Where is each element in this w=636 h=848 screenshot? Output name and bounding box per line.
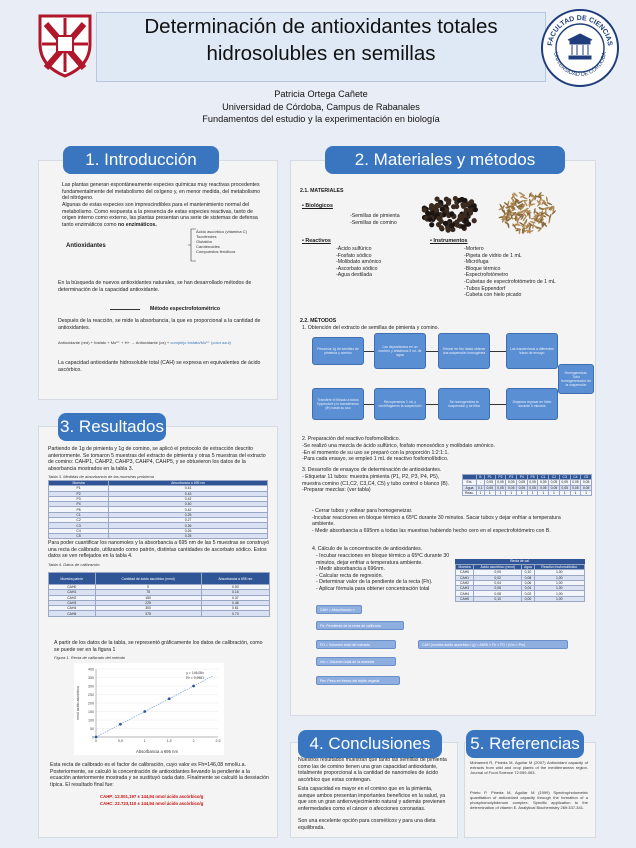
bio-item: -Semillas de comino — [350, 219, 397, 226]
instr-label: • Instrumentos — [430, 238, 468, 244]
antiox-label: Antioxidantes — [66, 243, 106, 249]
bio-label: • Biológicos — [302, 203, 333, 209]
calib-row-cell: 1,00 — [534, 580, 584, 585]
assay-row-cell: 0,1 — [478, 485, 483, 490]
flow-arrow — [426, 404, 438, 405]
antiox-item: Carotenoides — [196, 244, 220, 249]
table3-row-cell: 0.25 — [109, 512, 268, 517]
seal-inner-text: UNIVERSIDAD DE CÓRDOBA — [552, 51, 608, 79]
results-heading: 3. Resultados — [58, 413, 166, 441]
instrument-item: -Micrófuga — [464, 259, 489, 266]
instrument-item: -Espectrofotómetro — [464, 272, 509, 279]
eq-right: complejo fosfato/Mo⁵⁺ (color azul) — [170, 340, 231, 345]
result-cahp: CAHP: 12.001,197 ± 144,94 nmol ácido ascórbico/g — [100, 794, 204, 799]
conclusions-p2: Esta capacidad es mayor en el comino que en la pimienta, aunque ambos presentan importantes beneficios en la salud, ya que son un gran antienvejecimiento natural y además previenen enfermedades como el cáncer o afecciones coronarias. — [298, 786, 446, 812]
table4-row-cell: 150 — [95, 595, 201, 600]
assay-row-cell: 0,05 — [581, 485, 592, 490]
step3-line: muestra comino (C1,C2, C3,C4, C5) y tubo control o blanco (B). — [302, 480, 450, 487]
step4-lines — [316, 553, 466, 593]
table3-row-cell: C4 — [49, 528, 109, 533]
assay-row-cell: 1 — [538, 490, 549, 495]
formula-bar: Fh: Pendiente de la recta de calibrado — [316, 621, 404, 630]
step2-lines — [302, 443, 582, 463]
assay-header: C2 — [549, 475, 560, 480]
calib-row-cell: 0,10 — [474, 596, 522, 601]
assay-header: C4 — [570, 475, 581, 480]
formula-bar: CAH = Absorbancia × 1/Fh ×... — [316, 605, 362, 614]
calib-row-cell: CAH3 — [456, 586, 474, 591]
reactivos-label: • Reactivos — [302, 238, 331, 244]
y-tick-label: 0 — [92, 735, 94, 740]
table3-row-cell: 0.26 — [109, 523, 268, 528]
assay-row-cell: 0,05 — [538, 480, 549, 485]
x-tick-label: 1,5 — [166, 739, 172, 743]
assay-row-cell: 0,05 — [527, 485, 538, 490]
formula-bar: Pm: Peso en fresco del tejido vegetal — [316, 676, 400, 685]
instr-label-text: Instrumentos — [433, 238, 468, 244]
assay-row — [463, 490, 592, 495]
instrument-item: -Cubeta con hielo picado — [464, 292, 522, 299]
data-point — [192, 685, 195, 688]
instrument-item: -Bloque térmico — [464, 265, 501, 272]
calib-row-cell: CAH5 — [456, 596, 474, 601]
instrument-item: -Cubetas de espectrofotómetro de 1 mL — [464, 278, 556, 285]
materials-title: 2.1. MATERIALES — [300, 188, 344, 194]
table4-header: Muestra patrón — [49, 573, 96, 585]
assay-row-cell: 1 — [506, 490, 517, 495]
intro-heading: 1. Introducción — [63, 146, 219, 174]
y-tick-label: 350 — [88, 675, 94, 680]
step3-more-line: -Incubar reacciones en bloque térmico a 65ºC durante 30 minutos. Sacar tubos y dejar enfriar a temperatura ambiente. — [312, 514, 561, 528]
intro-p2a: Algunas de estas especies son imprescindibles para el mantenimiento normal del metabolismo. Como respuesta a la presencia de estas especies reactivas, tanto de origen interno como externo, las plantas presentan una serie de sistemas de defensa tanto enzimáticos como — [62, 202, 258, 228]
flow-step: Transferir el filtrado a tubos Eppendorf y lo transferimos (fh) hasta su uso — [312, 388, 364, 420]
calib-row-cell: CAH1 — [456, 575, 474, 580]
reference-1: Mohamed R, Pineda M, Aguilar M (2007) Antioxidant capacity of extracts from wild and crop plants of the mediterranean region. Journal of Food Science 72:059-063. — [470, 760, 588, 775]
step4-line: - Incubar reacciones en bloque térmico a 65ºC durante 30 minutos, dejar enfriar a temperatura ambiente. — [316, 553, 450, 566]
pepper-image — [420, 192, 482, 234]
calib-row-cell: 0,02 — [474, 575, 522, 580]
intro-p3: En la búsqueda de nuevos antioxidantes naturales, se han desarrollado métodos de determinación de la capacidad antioxidante. — [58, 280, 252, 293]
assay-row-cell: 1 — [476, 490, 484, 495]
assay-header: P5 — [527, 475, 538, 480]
y-tick-label: 50 — [90, 726, 94, 731]
table4-row-cell: 0.37 — [201, 595, 269, 600]
references-heading: 5. Referencias — [466, 730, 584, 758]
result-cahc: CAHC: 22.723,110 ± 144,94 nmol ácido ascórbico/g — [100, 801, 204, 806]
seed — [538, 195, 544, 197]
reactivo-item: -Molibdato amónico — [336, 259, 382, 266]
step2-line: -Para cada ensayo, se empleó 1 mL de reactivo fosfomolíbdico. — [302, 456, 449, 463]
reactivos-label-text: Reactivos — [305, 238, 331, 244]
assay-row-cell: 1 — [549, 490, 560, 495]
step4-line: - Medir absorbancia a 696nm. — [316, 566, 385, 573]
step3-title: 3. Desarrollo de ensayos de determinación de antioxidantes. — [302, 467, 442, 473]
flow-arrow — [426, 351, 438, 352]
calib-row-cell: 1,00 — [534, 586, 584, 591]
reactivo-item: -Agua destilada — [336, 272, 373, 279]
instrument-item: -Mortero — [464, 246, 484, 252]
seed — [515, 215, 517, 221]
data-point — [119, 723, 122, 726]
flow-step: Recuperamos 1 mL y centrifugamos la suspensión — [374, 388, 426, 420]
calib-row-cell: 1,00 — [534, 596, 584, 601]
bio-label-text: Biológicos — [305, 203, 333, 209]
calib-row-cell: 0,06 — [474, 586, 522, 591]
table3-row-cell: C2 — [49, 518, 109, 523]
table4-row — [49, 611, 270, 616]
x-axis-label: Absorbancia a 695 nm — [136, 749, 178, 754]
assay-header: P1 — [484, 475, 495, 480]
author-affiliation: Universidad de Córdoba, Campus de Rabanales — [222, 101, 420, 112]
assay-row-cell: 0,05 — [527, 480, 538, 485]
flow-step: Triturar en frío hasta obtener una suspensión homogénea — [438, 333, 490, 369]
table4-row-cell: CAH3 — [49, 600, 96, 605]
data-point — [143, 710, 146, 713]
assay-header: B — [476, 475, 484, 480]
assay-row-cell: 0,05 — [517, 480, 528, 485]
results-p4: Esta recta de calibrado es el factor de calibración, cuyo valor es Fh=146,08 nmol/u.a. Posteriormente, se calculó la concentración de antioxidantes llevando la pendiente a la ecuación anteriormente mostrada y se sustituyó cada dato. Finalmente se calculó la desviación típica. El resultado final fue: — [50, 762, 269, 788]
results-p2: Para poder cuantificar los nanomoles y la absorbancia a 695 nm de las 5 muestras se construyó una recta de calibrado, utilizando como patrón, distintas cantidades de ascorbato sódico. Estos datos se ven reflejados en la tabla 4. — [48, 540, 270, 560]
assay-header: P3 — [506, 475, 517, 480]
assay-row-cell: 1 — [581, 490, 592, 495]
eq-left: Antioxidante (red) + fosfato + Mo⁶⁺ + H+ → Antioxidante (ox) + — [58, 340, 170, 345]
step3-more — [312, 508, 582, 534]
step2-line: -Se realizó una mezcla de ácido sulfúrico, fosfato monosódico y molibdato amónico. — [302, 443, 495, 449]
methods-heading: 2. Materiales y métodos — [325, 146, 565, 174]
step2-title: 2. Preparación del reactivo fosfomolíbdico. — [302, 436, 401, 442]
calib-table-title: Recta de cal. — [455, 559, 585, 564]
assay-row-cell: Reac. — [463, 490, 477, 495]
assay-row-cell: 1 — [495, 490, 506, 495]
assay-row-cell: 0,05 — [559, 480, 570, 485]
method-arrow — [110, 309, 140, 310]
table3 — [48, 480, 268, 539]
x-tick-label: 0 — [95, 739, 97, 743]
results-p3: A partir de los datos de la tabla, se representó gráficamente los datos de calibración, como se puede ver en la figura 1 — [54, 640, 263, 653]
table4-row-cell: 225 — [95, 600, 201, 605]
assay-row-cell: 1 — [517, 490, 528, 495]
x-tick-label: 1 — [143, 739, 146, 743]
conclusions-p1: Nuestros resultados muestran que tanto las semillas de pimienta como las de comino tienen una gran capacidad antioxidante, totalmente proporcional a la cantidad de nanomoles de ácido ascórbico que estas contengan. — [298, 757, 447, 783]
assay-row-cell: 1 — [570, 490, 581, 495]
trendline — [96, 676, 213, 737]
data-point — [168, 697, 171, 700]
table4-row-cell: CAH5 — [49, 611, 96, 616]
table3-row-cell: 0.42 — [109, 507, 268, 512]
table4-caption: Tabla 4. Datos de calibración. — [48, 562, 101, 567]
calib-row-cell: 0,04 — [522, 586, 534, 591]
y-tick-label: 200 — [88, 701, 94, 706]
table4-header: Absorbancia a 695 nm — [201, 573, 269, 585]
flow-arrow — [490, 351, 506, 352]
assay-row-cell: 0,05 — [559, 485, 570, 490]
assay-row-cell: 0,05 — [484, 485, 495, 490]
calib-row-cell: 1,00 — [534, 591, 584, 596]
calib-row-cell: CAH0 — [456, 570, 474, 575]
table3-row — [49, 533, 268, 538]
assay-row-cell: 0,05 — [506, 480, 517, 485]
calib-row-cell: 1,00 — [534, 570, 584, 575]
y-tick-label: 400 — [88, 667, 94, 672]
table3-row-cell: P5 — [49, 507, 109, 512]
step3-more-line: - Medir absorbancia a 695nm a todas las muestras habiendo hecho cero en el espectrofotómetro con B. — [312, 527, 551, 534]
table4-row-cell: 300 — [95, 606, 201, 611]
calib-row-cell: CAH4 — [456, 591, 474, 596]
table3-row-cell: P4 — [49, 502, 109, 507]
method-label: Método espectrofotométrico — [150, 306, 221, 312]
table4-row-cell: 0.61 — [201, 606, 269, 611]
assay-header: C1 — [538, 475, 549, 480]
flow-arrow — [364, 404, 374, 405]
x-tick-label: 2,5 — [215, 739, 221, 743]
antiox-item: Ácido ascórbico (vitamina C) — [196, 229, 247, 234]
data-point — [95, 736, 98, 739]
table3-row-cell: C5 — [49, 533, 109, 538]
calib-row-cell: 0,00 — [474, 570, 522, 575]
step1-title: 1. Obtención del extracto de semillas de pimienta y comino. — [302, 325, 439, 331]
formula-bar: FD = Volumen total del extracto — [316, 640, 396, 649]
assay-row-cell: 0,05 — [517, 485, 528, 490]
y-tick-label: 100 — [88, 718, 94, 723]
table4-row-cell: CAH0 — [49, 585, 96, 590]
bio-items — [350, 213, 400, 226]
antiox-item: Tocoferoles — [196, 234, 217, 239]
flow-step: Pesamos 1g de semillas de pimienta y comino — [312, 337, 364, 365]
table4-row-cell: CAH2 — [49, 595, 96, 600]
table3-row-cell: 0.41 — [109, 486, 268, 491]
table3-caption: Tabla 3. Medidas de absorbancia de las muestras problema — [48, 474, 154, 479]
y-axis-label: nmol ácido ascórbico — [76, 686, 80, 720]
reactivo-item: -Fosfato sódico — [336, 252, 372, 259]
formula-bar: Vm = Volumen total de la muestra — [316, 657, 396, 666]
intro-p2 — [62, 202, 262, 228]
calib-header: Agua — [522, 565, 534, 570]
calib-header: Ácido ascórbico (nmol) — [474, 565, 522, 570]
assay-header: P2 — [495, 475, 506, 480]
assay-row-cell: 0,05 — [570, 485, 581, 490]
faculty-seal — [540, 8, 620, 88]
x-tick-label: 0,5 — [117, 739, 123, 743]
reactivo-item: -Ácido sulfúrico — [336, 246, 372, 252]
title-line-2: hidrosolubles en semillas — [206, 42, 436, 65]
assay-header: P4 — [517, 475, 528, 480]
table4-row-cell: 0.73 — [201, 611, 269, 616]
y-tick-label: 300 — [88, 684, 94, 689]
calib-row-cell: 0,08 — [474, 591, 522, 596]
reactivos-list — [336, 246, 381, 279]
assay-header: C5 — [581, 475, 592, 480]
assay-row-cell: 0,05 — [549, 485, 560, 490]
assay-row-cell: 0,05 — [506, 485, 517, 490]
table3-row-cell: P3 — [49, 496, 109, 501]
calib-row-cell: 0,08 — [522, 575, 534, 580]
conclusions-heading: 4. Conclusiones — [298, 730, 442, 758]
author-name: Patricia Ortega Cañete — [274, 89, 368, 99]
seal-outer-text: FACULTAD DE CIENCIAS — [547, 14, 613, 47]
table4-row-cell: 0.16 — [201, 590, 269, 595]
calib-table — [455, 559, 585, 602]
table3-row-cell: C1 — [49, 512, 109, 517]
calib-row-cell: 0,10 — [522, 570, 534, 575]
intro-p4: Después de la reacción, se mide la absorbancia, la que es proporcional a la cantidad de antioxidantes. — [58, 318, 261, 331]
instrument-item: -Tubos Eppendorf — [464, 285, 506, 292]
author-block — [96, 88, 546, 126]
flow-step: Dejamos reposar en hielo durante 5 minutos — [506, 388, 558, 420]
poster-title — [96, 12, 546, 82]
fig-caption: Figura 1. Recta de calibrado del método — [54, 655, 126, 660]
assay-row-cell: - — [476, 480, 484, 485]
results-p1: Partiendo de 1g de pimienta y 1g de comino, se aplicó el protocolo de extracción descrito anteriormente. Se tomaron 5 muestras del extracto de pimienta y otras 5 muestras del extracto de comino: CAHP1, CAHP2, CAHP3, CAHP4, CAHP5, y se obtuvieron los datos de la absorbancia mostrados en la tabla 3. — [48, 446, 266, 472]
reactivo-item: -Ascorbato sódico — [336, 265, 378, 272]
step3-line: -Preparar mezclas: (ver tabla) — [302, 487, 371, 494]
assay-row-cell: 1 — [484, 490, 495, 495]
table4-row-cell: 0 — [95, 585, 201, 590]
instrument-item: -Pipeta de vidrio de 1 mL — [464, 252, 522, 259]
step4-line: - Calcular recta de regresión. — [316, 572, 383, 579]
calib-row-cell: 0,04 — [474, 580, 522, 585]
table3-row-cell: 0.40 — [109, 502, 268, 507]
assay-row-cell: 1 — [559, 490, 570, 495]
table3-row-cell: 0.42 — [109, 496, 268, 501]
intro-p2b: no enzimáticos. — [117, 221, 157, 228]
assay-row-cell: 0,05 — [495, 480, 506, 485]
table3-row-cell: P2 — [49, 491, 109, 496]
table3-row-cell: C3 — [49, 523, 109, 528]
table4-row-cell: CAH1 — [49, 590, 96, 595]
table4-header: Cantidad de ácido ascórbico (nmol) — [95, 573, 201, 585]
table4 — [48, 572, 270, 617]
assay-row-cell: 0,05 — [484, 480, 495, 485]
step3-lines — [302, 474, 462, 494]
antiox-item: Compuestos fenólicos — [196, 249, 236, 254]
table3-header: Muestra — [49, 481, 109, 486]
trend-r2: R² = 0,9981 — [186, 676, 205, 681]
table4-row-cell: CAH4 — [49, 606, 96, 611]
flow-arrow — [364, 351, 374, 352]
assay-row-cell: Agua — [463, 485, 477, 490]
intro-equation — [58, 340, 278, 345]
cumin-image — [497, 188, 557, 236]
trend-equation: y = 146,08x — [186, 670, 204, 675]
table3-row-cell: 0.26 — [109, 528, 268, 533]
step2-line: -En el momento de su uso se preparó con la proporción 1:2:1:1. — [302, 449, 449, 456]
table3-row-cell: 0.27 — [109, 518, 268, 523]
reference-2: Prieto P, Pineda M, Aguilar M (1999) Spectrophotometric quantitation of antioxidant capacity through the formation of a phosphomolybdenum complex: Specific application to the determination of vitamin E. Analytical Biochemistry 269:337-341. — [470, 790, 588, 810]
flow-step: Se homogeneiza la suspensión y se filtra — [438, 388, 490, 420]
antiox-item: Glutatión — [196, 239, 213, 244]
methods-title: 2.2. MÉTODOS — [300, 318, 337, 324]
antiox-list — [196, 229, 276, 254]
y-tick-label: 150 — [88, 709, 94, 714]
table4-row-cell: 375 — [95, 611, 201, 616]
calib-header: Muestra — [456, 565, 474, 570]
calibration-chart — [74, 663, 224, 755]
bio-item: -Semillas de pimienta — [350, 213, 400, 219]
flow-step: Las depositamos en un mortero y añadimos 5 mL de agua — [374, 333, 426, 369]
step4-line: - Aplicar fórmula para obtener concentración total — [316, 585, 430, 592]
assay-table — [462, 474, 592, 496]
table3-header: Absorbancia a 695 nm — [109, 481, 268, 486]
step4-title: 4. Cálculo de la concentración de antioxidantes. — [312, 546, 423, 552]
assay-row-cell: 0,05 — [495, 485, 506, 490]
calib-row-cell: 0,02 — [522, 591, 534, 596]
table3-row-cell: P1 — [49, 486, 109, 491]
intro-p5: La capacidad antioxidante hidrosoluble total (CAH) se expresa en equivalentes de ácido ascórbico. — [58, 360, 261, 373]
table4-row-cell: 75 — [95, 590, 201, 595]
table4-row-cell: 0.46 — [201, 600, 269, 605]
flow-step: Las transferimos a diferentes tubos de ensayo — [506, 333, 558, 369]
x-tick-label: 2 — [192, 739, 195, 743]
calib-row-cell: 0,00 — [522, 596, 534, 601]
assay-row-cell: 0,05 — [581, 480, 592, 485]
flow-arrow — [490, 404, 506, 405]
calib-row-cell: CAH2 — [456, 580, 474, 585]
assay-row-cell: 0,05 — [549, 480, 560, 485]
step4-line: - Determinar valor de la pendiente de la recta (Fh). — [316, 579, 433, 586]
title-line-1: Determinación de antioxidantes totales — [144, 15, 498, 38]
assay-row-cell: 0,05 — [570, 480, 581, 485]
intro-p1: Las plantas generan espontáneamente especies químicas muy reactivas procedentes fundamentalmente del metabolismo del oxígeno y, en menor medida, del metabolismo del nitrógeno. — [62, 182, 261, 202]
assay-row-cell: 0,05 — [538, 485, 549, 490]
calib-row-cell: 1,00 — [534, 575, 584, 580]
flow-step: Homogeneizar, Tubo homogeneizador de la suspensión — [558, 364, 594, 394]
assay-row-cell: 1 — [527, 490, 538, 495]
calib-row-cell: 0,06 — [522, 580, 534, 585]
conclusions-p3: Son una excelente opción para cosméticos y para una dieta equilibrada. — [298, 818, 436, 831]
calib-row — [456, 596, 585, 601]
step3-more-line: - Cerrar tubos y voltear para homogeneizar. — [312, 508, 413, 514]
formula-bar-main: CAH (nmoles ácido ascórbico / g) = A695 × Fh × FD / (Vm × Pm) — [418, 640, 568, 649]
y-tick-label: 250 — [88, 692, 94, 697]
table3-row-cell: 0.43 — [109, 491, 268, 496]
university-logo — [36, 14, 94, 78]
table3-row-cell: 0.25 — [109, 533, 268, 538]
instr-list — [464, 246, 556, 299]
author-course: Fundamentos del estudio y la experimentación en biología — [202, 114, 440, 124]
assay-row-cell: Ext. — [463, 480, 477, 485]
table4-row-cell: 0.00 — [201, 585, 269, 590]
step3-line: - Etiquetar 11 tubos: muestra pimienta (P1, P2, P3, P4, P5), — [302, 474, 440, 480]
calib-header: Reactivo fosfomolíbdico — [534, 565, 584, 570]
assay-header: C3 — [559, 475, 570, 480]
